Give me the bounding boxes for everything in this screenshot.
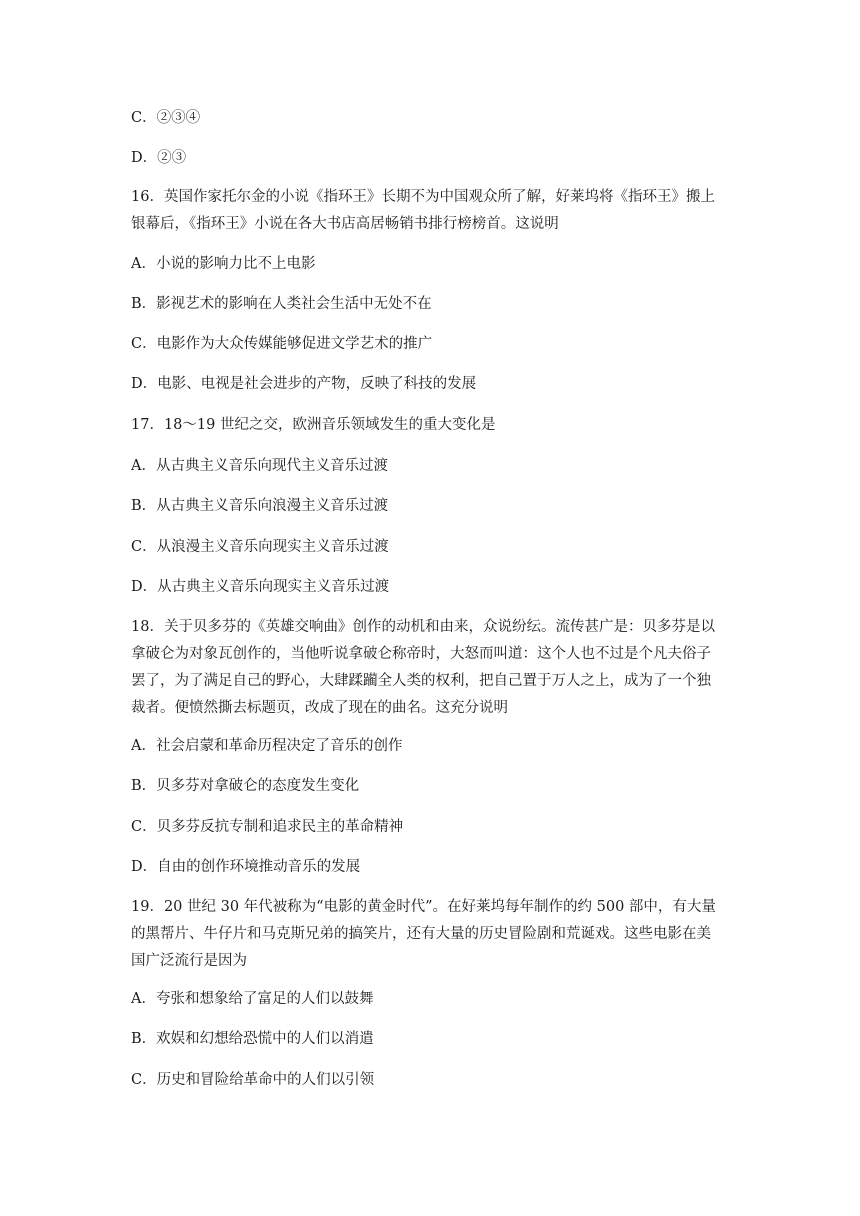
question-18-stem-line: 裁者。便愤然撕去标题页，改成了现在的曲名。这充分说明 [131,700,508,716]
question-19-option-c: C．历史和冒险给革命中的人们以引领 [131,1072,375,1088]
question-18-option-b: B．贝多芬对拿破仑的态度发生变化 [131,778,360,794]
question-18-stem-line: 拿破仑为对象瓦创作的，当他听说拿破仑称帝时，大怒而叫道：这个人也不过是个凡夫俗子 [131,646,711,662]
question-17-option-a: A．从古典主义音乐向现代主义音乐过渡 [131,458,388,474]
question-18-stem-line: 罢了，为了满足自己的野心，大肆蹂躏全人类的权利，把自己置于万人之上，成为了一个独 [131,673,711,689]
question-18-option-d: D．自由的创作环境推动音乐的发展 [131,859,361,875]
question-18-stem-line: 18．关于贝多芬的《英雄交响曲》创作的动机和由来，众说纷纭。流传甚广是：贝多芬是以 [131,619,715,635]
question-18-option-c: C．贝多芬反抗专制和追求民主的革命精神 [131,819,404,835]
option-d-prev: D．②③ [131,150,187,166]
option-c-prev: C．②③④ [131,110,201,126]
question-19-option-b: B．欢娱和幻想给恐慌中的人们以消遣 [131,1031,374,1047]
question-19-stem-line: 19．20 世纪 30 年代被称为“电影的黄金时代”。在好莱坞每年制作的约 500 部中，有大量 [131,899,716,915]
question-16-option-a: A．小说的影响力比不上电影 [131,256,316,272]
question-16-stem-line: 16．英国作家托尔金的小说《指环王》长期不为中国观众所了解，好莱坞将《指环王》搬上 [131,189,715,205]
question-19-stem-line: 的黑帮片、牛仔片和马克斯兄弟的搞笑片，还有大量的历史冒险剧和荒诞戏。这些电影在美 [131,926,711,942]
question-19-stem [131,894,741,975]
question-16-stem-line: 银幕后，《指环王》小说在各大书店高居畅销书排行榜榜首。这说明 [131,216,559,232]
question-17-stem: 17．18～19 世纪之交，欧洲音乐领域发生的重大变化是 [131,417,496,433]
question-17-option-c: C．从浪漫主义音乐向现实主义音乐过渡 [131,539,389,555]
question-19-stem-line: 国广泛流行是因为 [131,953,247,969]
question-16-option-b: B．影视艺术的影响在人类社会生活中无处不在 [131,296,432,312]
question-17-option-d: D．从古典主义音乐向现实主义音乐过渡 [131,579,390,595]
question-16-option-c: C．电影作为大众传媒能够促进文学艺术的推广 [131,336,433,352]
question-18-option-a: A．社会启蒙和革命历程决定了音乐的创作 [131,738,403,754]
question-19-option-a: A．夸张和想象给了富足的人们以鼓舞 [131,991,374,1007]
question-18-stem [131,614,741,722]
question-17-option-b: B．从古典主义音乐向浪漫主义音乐过渡 [131,498,389,514]
question-16-stem [131,184,741,238]
question-16-option-d: D．电影、电视是社会进步的产物，反映了科技的发展 [131,376,477,392]
